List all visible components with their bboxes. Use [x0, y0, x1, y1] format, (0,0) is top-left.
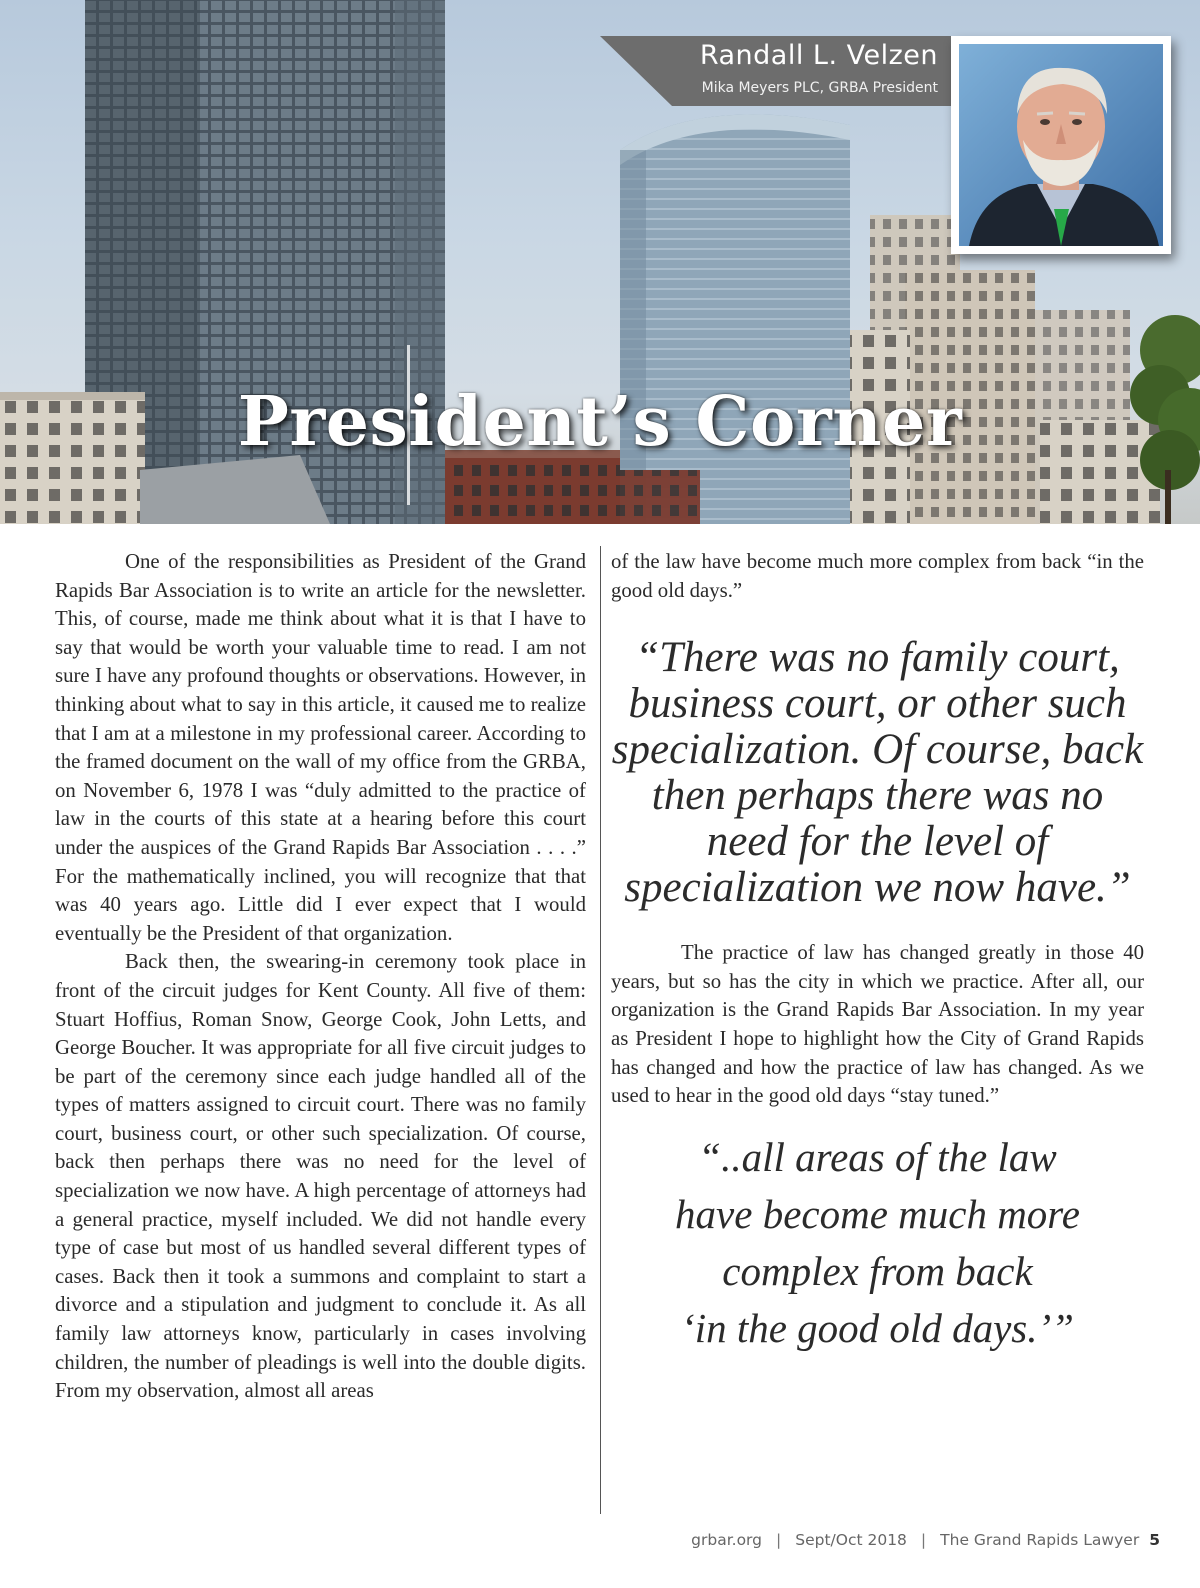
pull-quote-line: “..all areas of the law	[698, 1133, 1057, 1180]
article-paragraph: The practice of law has changed greatly in those 40 years, but so has the city in which we practice. After all, our organization is the Grand Rapids Bar Association. In my year as President I hope to highlight how the City of Grand Rapids has changed and how the practice of law has changed. As we used to hear in the good old days “stay tuned.”	[611, 941, 1144, 1108]
article-paragraph: One of the responsibilities as President of the Grand Rapids Bar Association is to write an article for the newsletter. This, of course, made me think about what it is that I have to say that would be worth your valuable time to read. I am not sure I have any profound thoughts or observations. However, in thinking about what to say in this article, it caused me to realize that I am at a milestone in my professional career. According to the framed document on the wall of my office from the GRBA, on November 6, 1978 I was “duly admitted to the practice of law in the courts of this state at a hearing before this court under the auspices of the Grand Rapids Bar Association . . . .” For the mathematically inclined, you will recognize that that was 40 years ago. Little did I ever expect that I would eventually be the President of that organization.	[55, 550, 586, 945]
page-number: 5	[1149, 1531, 1160, 1549]
article-paragraph-continued: of the law have become much more complex from back “in the good old days.”	[611, 550, 1144, 602]
author-name: Randall L. Velzen	[699, 40, 938, 71]
pull-quote-line: have become much more	[675, 1190, 1080, 1237]
article-right-column	[611, 548, 1144, 1357]
footer-issue: Sept/Oct 2018	[795, 1531, 907, 1549]
portrait-photo-icon	[959, 44, 1163, 246]
header-hero	[0, 0, 1200, 524]
page-title: President’s Corner	[237, 382, 963, 462]
author-affiliation: Mika Meyers PLC, GRBA President	[701, 80, 938, 96]
pull-quote-line: complex from back	[722, 1247, 1033, 1294]
column-divider	[600, 546, 601, 1514]
footer-site: grbar.org	[691, 1531, 762, 1549]
pull-quote-line: ‘in the good old days.’”	[681, 1304, 1074, 1351]
pull-quote: “There was no family court, business court, or other such specialization. Of course, back then perhaps there was no need for the level of specialization we now have.”	[611, 634, 1144, 912]
article-paragraph: Back then, the swearing-in ceremony took place in front of the circuit judges for Kent County. All five of them: Stuart Hoffius, Roman Snow, George Cook, John Letts, and George Boucher. It was appropriate for all five circuit judges to be part of the ceremony since each judge handled all of the types of matters assigned to circuit court. There was no family court, business court, or other such specialization. Of course, back then perhaps there was no need for the level of specialization we now have. A high percentage of attorneys had a general practice, myself included. We did not handle every type of case but most of us handled several different types of cases. Back then it took a summons and complaint to start a divorce and a stipulation and judgment to conclude it. As all family law attorneys know, particularly in cases involving children, the number of pleadings is well into the double digits. From my observation, almost all areas	[55, 950, 586, 1403]
footer-publication: The Grand Rapids Lawyer	[940, 1531, 1140, 1549]
author-portrait	[951, 36, 1171, 254]
footer-separator: |	[920, 1531, 927, 1549]
pull-quote	[611, 1129, 1144, 1357]
article-left-column	[55, 548, 586, 1406]
footer-separator: |	[776, 1531, 782, 1549]
page-footer	[691, 1531, 1160, 1549]
